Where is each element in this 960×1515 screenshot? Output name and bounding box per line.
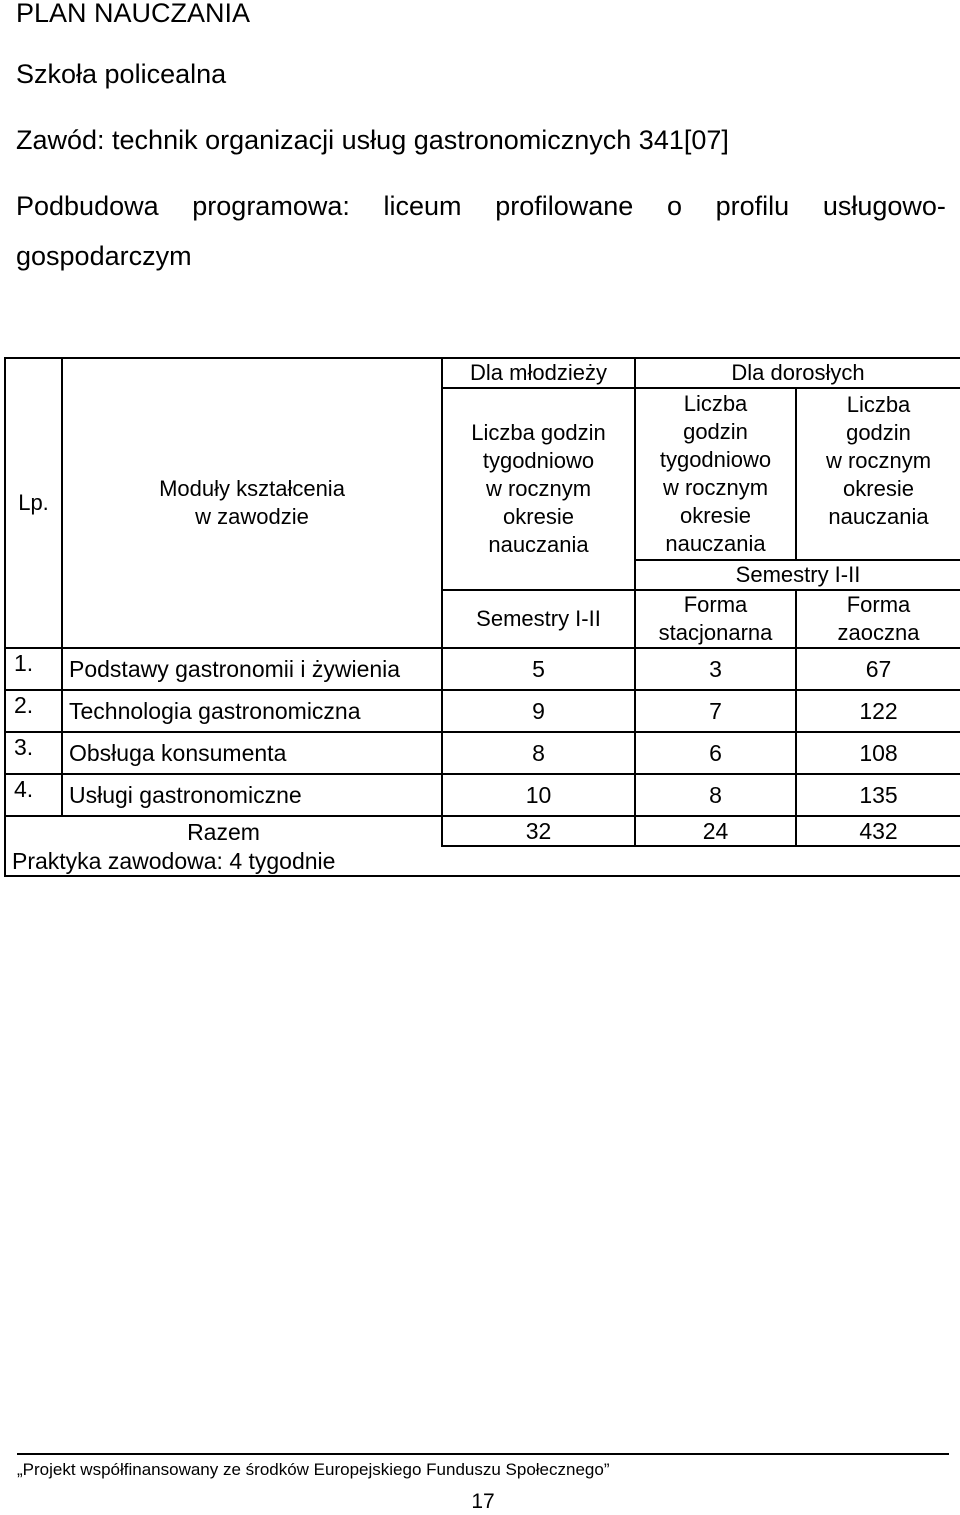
adult-yearly-line: nauczania bbox=[828, 504, 929, 529]
youth-semesters-header: Semestry I-II bbox=[442, 590, 635, 648]
youth-hours-line: w rocznym bbox=[485, 476, 592, 501]
table-row bbox=[5, 774, 960, 816]
program-base-word: programowa: bbox=[192, 191, 350, 221]
row-extramural-hours: 67 bbox=[796, 648, 960, 690]
row-youth-hours: 5 bbox=[442, 648, 635, 690]
row-module: Podstawy gastronomii i żywienia bbox=[62, 648, 442, 690]
adult-weekly-line: okresie bbox=[680, 503, 751, 528]
youth-group-header: Dla młodzieży bbox=[442, 358, 635, 388]
total-day: 24 bbox=[635, 816, 796, 846]
adult-weekly-line: tygodniowo bbox=[659, 447, 772, 472]
modules-header-line: Moduły kształcenia bbox=[159, 476, 345, 501]
form-day-header bbox=[635, 590, 796, 648]
school-type: Szkoła policealna bbox=[16, 59, 227, 89]
row-lp: 4. bbox=[5, 774, 62, 816]
program-base-word: usługowo- bbox=[822, 191, 946, 221]
profession-line: Zawód: technik organizacji usług gastronomicznych 341[07] bbox=[16, 125, 729, 155]
lp-header: Lp. bbox=[5, 358, 62, 648]
row-lp: 1. bbox=[5, 648, 62, 690]
page-number: 17 bbox=[471, 1490, 495, 1513]
row-module: Usługi gastronomiczne bbox=[62, 774, 442, 816]
adult-weekly-line: nauczania bbox=[665, 531, 766, 556]
program-base-word: o bbox=[666, 191, 682, 221]
practice-note: Praktyka zawodowa: 4 tygodnie bbox=[5, 846, 960, 876]
form-extramural-line: Forma bbox=[846, 592, 911, 617]
youth-hours-header bbox=[442, 388, 635, 590]
row-day-hours: 7 bbox=[635, 690, 796, 732]
program-base-word: liceum bbox=[383, 191, 462, 221]
row-extramural-hours: 135 bbox=[796, 774, 960, 816]
adult-weekly-header bbox=[635, 388, 796, 560]
table-row bbox=[5, 732, 960, 774]
page-title: PLAN NAUCZANIA bbox=[16, 0, 251, 28]
adult-weekly-line: Liczba bbox=[683, 391, 748, 416]
form-extramural-line: zaoczna bbox=[837, 620, 920, 645]
practice-row bbox=[5, 846, 960, 876]
table-row bbox=[5, 648, 960, 690]
program-base-word: profilowane bbox=[495, 191, 634, 221]
row-lp: 2. bbox=[5, 690, 62, 732]
program-base-continuation: gospodarczym bbox=[16, 241, 192, 271]
adult-semesters-header: Semestry I-II bbox=[635, 560, 960, 590]
row-extramural-hours: 122 bbox=[796, 690, 960, 732]
table-header-row bbox=[5, 358, 960, 388]
adult-yearly-line: okresie bbox=[843, 476, 914, 501]
funding-note: „Projekt współfinansowany ze środków Europejskiego Funduszu Społecznego” bbox=[17, 1460, 610, 1479]
row-day-hours: 3 bbox=[635, 648, 796, 690]
row-extramural-hours: 108 bbox=[796, 732, 960, 774]
modules-header bbox=[62, 358, 442, 648]
form-extramural-header bbox=[796, 590, 960, 648]
program-base-word: profilu bbox=[715, 191, 790, 221]
row-day-hours: 8 bbox=[635, 774, 796, 816]
youth-hours-line: Liczba godzin bbox=[471, 420, 606, 445]
adult-yearly-line: Liczba bbox=[846, 392, 911, 417]
row-youth-hours: 10 bbox=[442, 774, 635, 816]
adult-yearly-header bbox=[796, 388, 960, 560]
youth-hours-line: tygodniowo bbox=[482, 448, 595, 473]
adult-yearly-line: godzin bbox=[846, 420, 911, 445]
program-base-line bbox=[16, 190, 946, 222]
total-youth: 32 bbox=[442, 816, 635, 846]
row-module: Obsługa konsumenta bbox=[62, 732, 442, 774]
row-youth-hours: 8 bbox=[442, 732, 635, 774]
table-row bbox=[5, 690, 960, 732]
total-row bbox=[5, 816, 960, 846]
program-base-word: Podbudowa bbox=[16, 191, 159, 221]
total-label: Razem bbox=[5, 816, 442, 846]
form-day-line: Forma bbox=[683, 592, 748, 617]
youth-hours-line: nauczania bbox=[488, 532, 589, 557]
curriculum-table bbox=[4, 357, 960, 877]
adult-group-header: Dla dorosłych bbox=[635, 358, 960, 388]
modules-header-line: w zawodzie bbox=[195, 504, 309, 529]
adult-yearly-line: w rocznym bbox=[825, 448, 932, 473]
youth-hours-line: okresie bbox=[503, 504, 574, 529]
row-day-hours: 6 bbox=[635, 732, 796, 774]
total-extramural: 432 bbox=[796, 816, 960, 846]
form-day-line: stacjonarna bbox=[658, 620, 773, 645]
row-module: Technologia gastronomiczna bbox=[62, 690, 442, 732]
adult-weekly-line: godzin bbox=[683, 419, 748, 444]
adult-weekly-line: w rocznym bbox=[662, 475, 769, 500]
footer-divider bbox=[17, 1453, 949, 1455]
row-lp: 3. bbox=[5, 732, 62, 774]
row-youth-hours: 9 bbox=[442, 690, 635, 732]
